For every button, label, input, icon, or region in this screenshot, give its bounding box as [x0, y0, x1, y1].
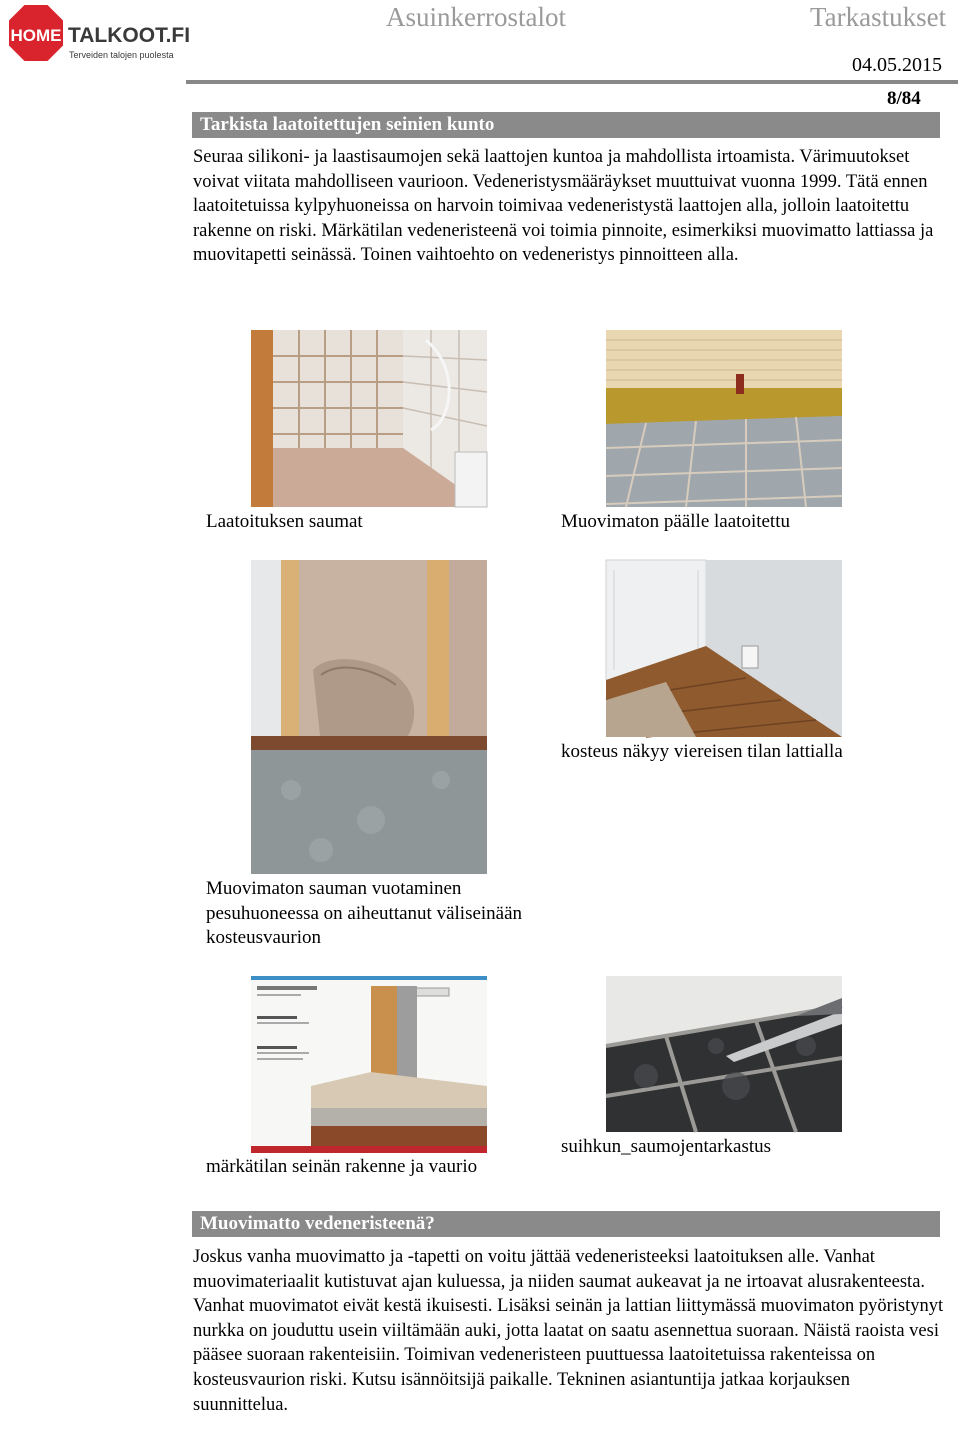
caption-shower-grout-inspection: suihkun_saumojentarkastus [561, 1136, 772, 1157]
header-date: 04.05.2015 [852, 54, 942, 76]
photo-tiled-over-vinyl [606, 330, 842, 507]
hometalkoot-logo[interactable] [6, 2, 191, 66]
logo-home-text: HOME [10, 26, 62, 45]
section-body-tiled-walls: Seuraa silikoni- ja laastisaumojen sekä laattojen kuntoa ja mahdollista irtoamista. Värimuutokset voivat viitata mahdolliseen vaurioon. Vedeneristysmääräykset muuttuivat vuonna 1999. Tätä ennen laatoitetuissa kylpyhuoneissa on harvoin toimivaa vedeneristystä laattojen alla, jolloin laatoitettu rakenne on riski. Märkätilan vedeneristeenä voi toimia pinnoite, esimerkiksi muovimatto lattiassa ja muovitapetti seinässä. Toinen vaihtoehto on vedeneristys pinnoitteen alla. [193, 147, 934, 266]
caption-tiled-over-vinyl: Muovimaton päälle laatoitettu [561, 511, 790, 532]
logo-tagline-text: Terveiden talojen puolesta [69, 50, 174, 60]
section-heading-tiled-walls: Tarkista laatoitettujen seinien kunto [192, 112, 940, 138]
caption-seam-leak-damage: Muovimaton sauman vuotaminen pesuhuoneessa on aiheuttanut väliseinään kosteusvaurion [206, 878, 523, 949]
caption-adjacent-floor-moisture: kosteus näkyy viereisen tilan lattialla [561, 741, 843, 762]
photo-shower-grout-inspection [606, 976, 842, 1132]
photo-tile-joints [251, 330, 487, 507]
header-rule [186, 80, 958, 84]
logo-talkoot-text: TALKOOT.FI [68, 24, 191, 47]
header-category: Asuinkerrostalot [386, 2, 566, 32]
photo-seam-leak-damage [251, 560, 487, 874]
photo-adjacent-floor-moisture [606, 560, 842, 737]
photo-wet-room-wall-structure [251, 976, 487, 1153]
caption-wet-room-wall-structure: märkätilan seinän rakenne ja vaurio [206, 1156, 478, 1177]
section-heading-vinyl-waterproofing: Muovimatto vedeneristeenä? [192, 1211, 940, 1237]
header-section: Tarkastukset [810, 2, 947, 32]
caption-tile-joints: Laatoituksen saumat [206, 511, 363, 532]
page-number: 8/84 [887, 88, 921, 109]
section-body-vinyl-waterproofing: Joskus vanha muovimatto ja -tapetti on voitu jättää vedeneristeeksi laatoituksen alle. Vanhat muovimateriaalit kutistuvat ajan kuluessa, ja niiden saumat aukeavat ja ne irtoavat alusrakenteesta. Vanhat muovimatot eivät kestä ikuisesti. Lisäksi seinän ja lattian liittymässä muovimaton pyöristynyt nurkka on jouduttu usein viiltämään auki, jotta laatat on saatu asennettua suoraan. Näistä raoista vesi pääsee suoraan rakenteisiin. Toimivan vedeneristeen puuttuessa laatoitetuissa rakenteissa on kosteusvaurion riski. Kutsu isännöitsijä paikalle. Tekninen asiantuntija jatkaa korjauksen suunnittelua. [193, 1247, 944, 1415]
